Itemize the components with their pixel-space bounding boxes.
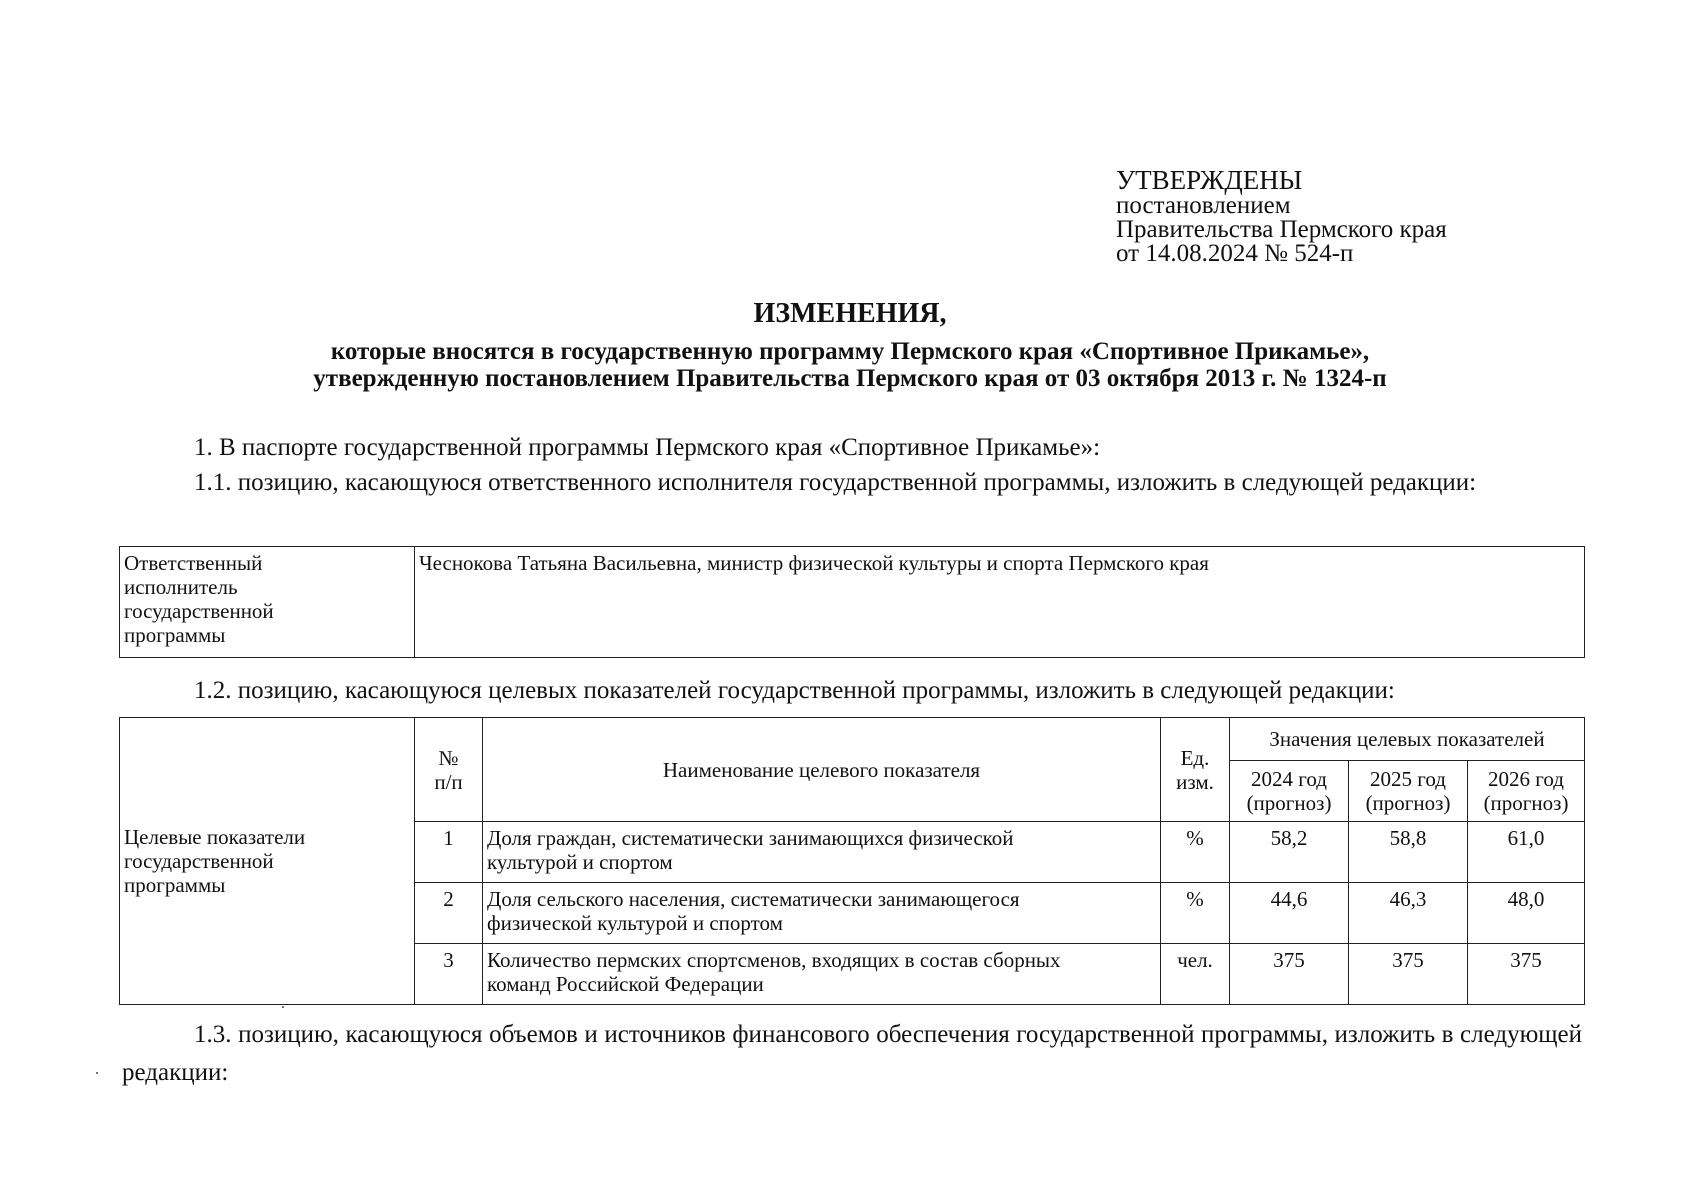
subtitle-line-2: утвержденную постановлением Правительства Пермского края от 03 октября 2013 г. № 1324-п — [313, 365, 1387, 392]
header-text: изм. — [1176, 769, 1214, 794]
header-text: (прогноз) — [1483, 791, 1569, 815]
indicator-name-line: команд Российской Федерации — [487, 972, 764, 996]
paragraph-1 — [122, 429, 1582, 467]
cell-value-2026: 375 — [1468, 944, 1585, 1005]
cell-unit: чел. — [1161, 944, 1230, 1005]
cell-unit: % — [1161, 822, 1230, 883]
header-text: 2025 год — [1370, 767, 1446, 791]
cell-value-2026: 61,0 — [1468, 822, 1585, 883]
document-title: ИЗМЕНЕНИЯ, — [753, 298, 947, 329]
column-header-2026 — [1468, 761, 1585, 822]
indicator-name-line: Доля сельского населения, систематически занимающегося — [487, 887, 1020, 911]
executor-label-cell — [120, 547, 415, 658]
cell-number: 2 — [415, 883, 483, 944]
column-header-2024 — [1230, 761, 1349, 822]
executor-table — [119, 546, 1585, 658]
approval-stamp — [1116, 166, 1447, 266]
cell-number: 3 — [415, 944, 483, 1005]
header-text: 2026 год — [1488, 767, 1564, 791]
paragraph-1-3 — [122, 1016, 1582, 1092]
column-header-name: Наименование целевого показателя — [483, 718, 1161, 822]
scan-speck — [282, 1006, 284, 1008]
paragraph-1-1-text: 1.1. позицию, касающуюся ответственного исполнителя государственной программы, изложить в следующей редакции: — [194, 469, 1477, 496]
cell-indicator-name — [483, 883, 1161, 944]
targets-label-line: программы — [124, 873, 226, 897]
column-header-values-group: Значения целевых показателей — [1230, 718, 1585, 761]
paragraph-1-2 — [122, 672, 1582, 710]
cell-value-2024: 375 — [1230, 944, 1349, 1005]
targets-row-label — [120, 718, 415, 1005]
indicator-name-line: Доля граждан, систематически занимающихся физической — [487, 826, 1014, 850]
approval-line-3: от 14.08.2024 № 524-п — [1116, 240, 1354, 267]
scan-speck — [96, 1072, 98, 1074]
paragraph-1-2-text: 1.2. позицию, касающуюся целевых показателей государственной программы, изложить в следующей редакции: — [194, 677, 1395, 704]
indicator-name-line: Количество пермских спортсменов, входящих в состав сборных — [487, 948, 1061, 972]
executor-value-cell: Чеснокова Татьяна Васильевна, министр физической культуры и спорта Пермского края — [415, 547, 1585, 658]
cell-indicator-name — [483, 822, 1161, 883]
column-header-unit — [1161, 718, 1230, 822]
header-text: 2024 год — [1251, 767, 1327, 791]
cell-value-2025: 375 — [1349, 944, 1468, 1005]
cell-value-2025: 58,8 — [1349, 822, 1468, 883]
targets-label-line: государственной — [124, 849, 274, 873]
cell-unit: % — [1161, 883, 1230, 944]
approval-line-2: Правительства Пермского края — [1116, 216, 1447, 243]
targets-label-line: Целевые показатели — [124, 825, 306, 849]
approval-line-1: постановлением — [1116, 192, 1291, 219]
executor-label-line: государственной — [124, 599, 274, 623]
executor-label-line: программы — [124, 623, 226, 647]
executor-label-line: исполнитель — [124, 575, 238, 599]
cell-value-2024: 58,2 — [1230, 822, 1349, 883]
approval-heading: УТВЕРЖДЕНЫ — [1116, 165, 1303, 195]
table-header-row — [120, 718, 1585, 761]
subtitle-line-1: которые вносятся в государственную программу Пермского края «Спортивное Прикамье», — [330, 338, 1370, 365]
paragraph-1-1 — [122, 464, 1582, 502]
column-header-2025 — [1349, 761, 1468, 822]
header-text: № — [438, 745, 459, 770]
paragraph-1-text: 1. В паспорте государственной программы Пермского края «Спортивное Прикамье»: — [194, 434, 1101, 461]
header-text: (прогноз) — [1365, 791, 1451, 815]
header-text: (прогноз) — [1246, 791, 1332, 815]
indicator-name-line: культурой и спортом — [487, 850, 673, 874]
table-row — [120, 547, 1585, 658]
indicator-name-line: физической культурой и спортом — [487, 911, 783, 935]
paragraph-1-3-text: 1.3. позицию, касающуюся объемов и источников финансового обеспечения государственной программы, изложить в следующей редакции: — [122, 1021, 1582, 1086]
document-subtitle — [0, 338, 1700, 392]
targets-table — [119, 717, 1585, 1005]
executor-label-line: Ответственный — [124, 551, 263, 575]
header-text: п/п — [434, 769, 463, 794]
cell-indicator-name — [483, 944, 1161, 1005]
cell-value-2025: 46,3 — [1349, 883, 1468, 944]
cell-value-2026: 48,0 — [1468, 883, 1585, 944]
column-header-number — [415, 718, 483, 822]
header-text: Ед. — [1180, 745, 1210, 770]
cell-number: 1 — [415, 822, 483, 883]
cell-value-2024: 44,6 — [1230, 883, 1349, 944]
